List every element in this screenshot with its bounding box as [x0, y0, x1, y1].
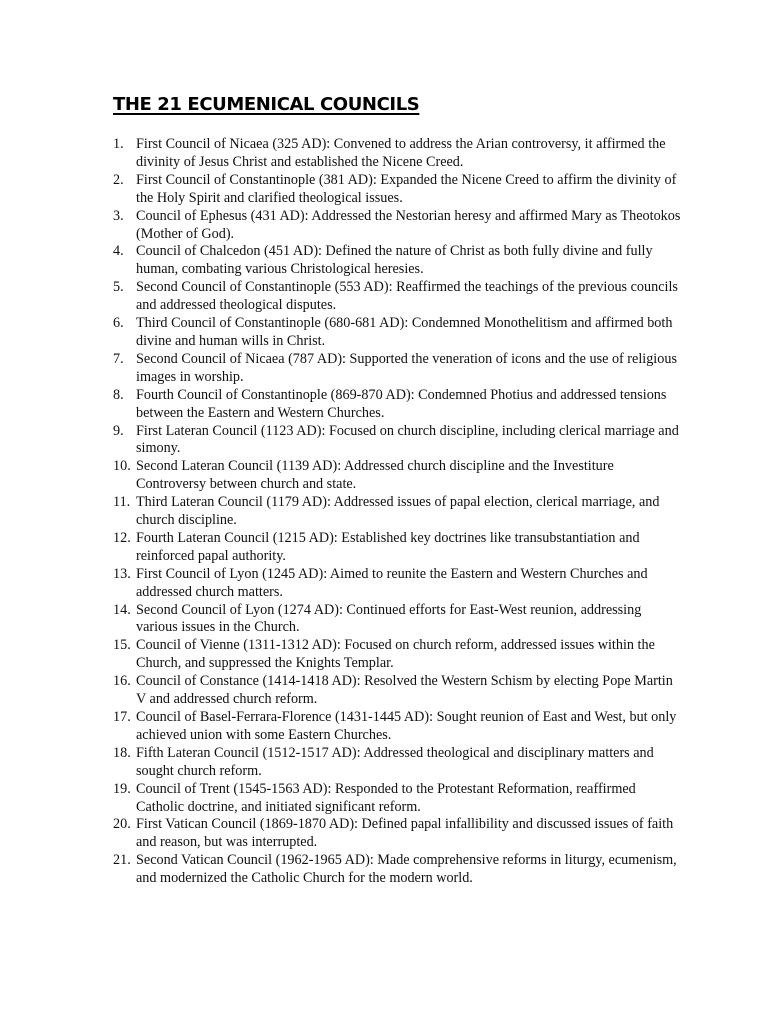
- list-item-number: 1.: [113, 136, 124, 152]
- list-item: [113, 208, 683, 244]
- list-item-text: Council of Ephesus (431 AD): Addressed the Nestorian heresy and affirmed Mary as Theotokos (Mother of God).: [136, 207, 681, 242]
- list-item: [113, 458, 683, 494]
- list-item-text: Second Council of Constantinople (553 AD): Reaffirmed the teachings of the previous councils and addressed theological disputes.: [136, 279, 678, 314]
- list-item-number: 10.: [113, 458, 131, 475]
- list-item-number: 11.: [113, 494, 131, 511]
- list-item-text: Council of Chalcedon (451 AD): Defined the nature of Christ as both fully divine and fully human, combating various Christological heresies.: [136, 243, 653, 278]
- list-item-text: Fourth Council of Constantinople (869-870 AD): Condemned Photius and addressed tensions between the Eastern and Western Churches.: [136, 386, 667, 421]
- list-item-number: 13.: [113, 565, 131, 582]
- list-item: [113, 709, 683, 745]
- list-item: [113, 852, 683, 888]
- list-item-number: 8.: [113, 386, 124, 403]
- list-item-text: Third Lateran Council (1179 AD): Addressed issues of papal election, clerical marriage, and church discipline.: [136, 494, 660, 529]
- list-item-number: 16.: [113, 673, 131, 690]
- list-item-number: 6.: [113, 315, 124, 332]
- list-item-number: 18.: [113, 744, 131, 761]
- list-item: [113, 172, 683, 208]
- list-item: [113, 566, 683, 602]
- list-item-number: 20.: [113, 816, 131, 833]
- list-item-text: First Council of Nicaea (325 AD): Convened to address the Arian controversy, it affirmed the divinity of Jesus Christ and established the Nicene Creed.: [136, 136, 666, 170]
- list-item-number: 21.: [113, 852, 131, 869]
- list-item-text: Second Lateran Council (1139 AD): Addressed church discipline and the Investiture Controversy between church and state.: [136, 458, 614, 493]
- list-item-number: 19.: [113, 780, 131, 797]
- list-item-number: 12.: [113, 529, 131, 546]
- list-item-text: Council of Basel-Ferrara-Florence (1431-1445 AD): Sought reunion of East and West, but only achieved union with some Eastern Churches.: [136, 709, 677, 743]
- list-item: [113, 351, 683, 387]
- list-item-text: First Council of Constantinople (381 AD): Expanded the Nicene Creed to affirm the divinity of the Holy Spirit and clarified theological issues.: [136, 171, 677, 206]
- list-item-text: Council of Vienne (1311-1312 AD): Focused on church reform, addressed issues within the Church, and suppressed the Knights Templar.: [136, 637, 655, 672]
- list-item: [113, 136, 683, 172]
- list-item-number: 17.: [113, 709, 131, 725]
- list-item: [113, 637, 683, 673]
- list-item: [113, 745, 683, 781]
- list-item: [113, 602, 683, 638]
- list-item: [113, 423, 683, 459]
- list-item: [113, 279, 683, 315]
- list-item: [113, 816, 683, 852]
- list-item-text: Fifth Lateran Council (1512-1517 AD): Addressed theological and disciplinary matters and sought church reform.: [136, 744, 654, 779]
- list-item-number: 5.: [113, 279, 124, 296]
- list-item-text: First Council of Lyon (1245 AD): Aimed to reunite the Eastern and Western Churches and addressed church matters.: [136, 565, 648, 600]
- list-item: [113, 530, 683, 566]
- list-item-number: 2.: [113, 171, 124, 188]
- list-item-text: Council of Constance (1414-1418 AD): Resolved the Western Schism by electing Pope Martin V and addressed church reform.: [136, 673, 673, 708]
- list-item: [113, 387, 683, 423]
- list-item-number: 4.: [113, 243, 124, 260]
- council-list: [113, 136, 683, 888]
- list-item-text: Third Council of Constantinople (680-681 AD): Condemned Monothelitism and affirmed both divine and human wills in Christ.: [136, 315, 673, 349]
- list-item: [113, 243, 683, 279]
- list-item-text: Second Council of Lyon (1274 AD): Continued efforts for East-West reunion, addressing various issues in the Church.: [136, 601, 642, 636]
- list-item-text: Second Vatican Council (1962-1965 AD): Made comprehensive reforms in liturgy, ecumenism, and modernized the Catholic Church for the modern world.: [136, 852, 677, 887]
- list-item-number: 7.: [113, 350, 124, 367]
- list-item-text: First Lateran Council (1123 AD): Focused on church discipline, including clerical marriage and simony.: [136, 422, 679, 457]
- list-item: [113, 781, 683, 817]
- list-item-number: 9.: [113, 422, 124, 439]
- list-item-text: First Vatican Council (1869-1870 AD): Defined papal infallibility and discussed issues of faith and reason, but was interrupted.: [136, 816, 674, 851]
- list-item-text: Council of Trent (1545-1563 AD): Responded to the Protestant Reformation, reaffirmed Catholic doctrine, and initiated significant reform.: [136, 780, 636, 815]
- list-item-text: Fourth Lateran Council (1215 AD): Established key doctrines like transubstantiation and reinforced papal authority.: [136, 529, 640, 564]
- list-item-text: Second Council of Nicaea (787 AD): Supported the veneration of icons and the use of religious images in worship.: [136, 350, 677, 385]
- document-title: THE 21 ECUMENICAL COUNCILS: [113, 94, 420, 115]
- list-item-number: 14.: [113, 601, 131, 618]
- list-item-number: 15.: [113, 637, 131, 654]
- list-item: [113, 494, 683, 530]
- list-item: [113, 673, 683, 709]
- list-item-number: 3.: [113, 207, 124, 224]
- list-item: [113, 315, 683, 351]
